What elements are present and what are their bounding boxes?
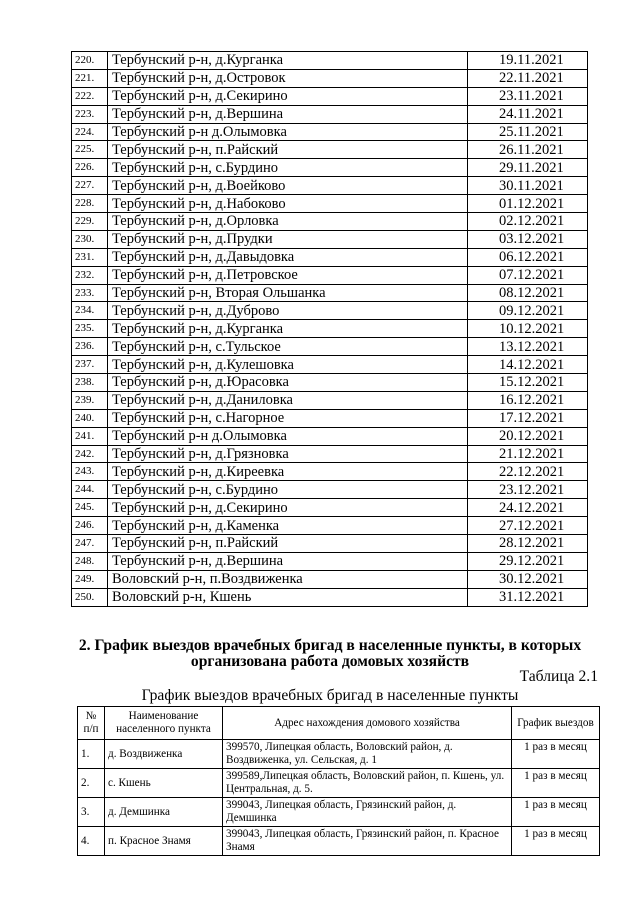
visit-date-cell: 17.12.2021	[468, 409, 588, 427]
table-row	[72, 266, 588, 284]
visit-date-cell: 13.12.2021	[468, 338, 588, 356]
row-number: 239.	[72, 391, 108, 409]
settlement-cell: Тербунский р-н, д.Курганка	[108, 52, 468, 70]
section-heading-line-2: организована работа домовых хозяйств	[190, 653, 470, 670]
table-row	[72, 230, 588, 248]
visit-date-cell: 27.12.2021	[468, 517, 588, 535]
visit-date-cell: 24.12.2021	[468, 499, 588, 517]
visit-date-cell: 26.11.2021	[468, 141, 588, 159]
settlement-name-cell: д. Воздвиженка	[105, 740, 223, 769]
visit-date-cell: 16.12.2021	[468, 391, 588, 409]
visit-date-cell: 28.12.2021	[468, 535, 588, 553]
row-number: 245.	[72, 499, 108, 517]
settlement-cell: Тербунский р-н, д.Набоково	[108, 195, 468, 213]
address-cell: 399043, Липецкая область, Грязинский район, п. Красное Знамя	[223, 827, 512, 856]
visit-date-cell: 23.12.2021	[468, 481, 588, 499]
table-row	[72, 535, 588, 553]
table-row	[78, 740, 600, 769]
table-row	[72, 463, 588, 481]
table-row	[72, 338, 588, 356]
row-number: 233.	[72, 284, 108, 302]
table-row	[72, 499, 588, 517]
table-row	[72, 177, 588, 195]
settlement-name-cell: д. Демшинка	[105, 798, 223, 827]
settlement-cell: Тербунский р-н, д.Вершина	[108, 105, 468, 123]
table-row	[78, 769, 600, 798]
settlement-cell: Тербунский р-н, п.Райский	[108, 535, 468, 553]
visit-schedule-table	[71, 51, 588, 607]
table-row	[72, 445, 588, 463]
row-number: 238.	[72, 374, 108, 392]
address-cell: 399589,Липецкая область, Воловский район, п. Кшень, ул. Центральная, д. 5.	[223, 769, 512, 798]
visit-date-cell: 20.12.2021	[468, 427, 588, 445]
row-number: 225.	[72, 141, 108, 159]
visit-date-cell: 24.11.2021	[468, 105, 588, 123]
row-number: 236.	[72, 338, 108, 356]
settlement-cell: Тербунский р-н, д.Грязновка	[108, 445, 468, 463]
settlement-cell: Тербунский р-н, с.Тульское	[108, 338, 468, 356]
settlement-cell: Тербунский р-н, д.Петровское	[108, 266, 468, 284]
row-number: 248.	[72, 552, 108, 570]
row-number: 1.	[78, 740, 105, 769]
table-row	[72, 588, 588, 606]
row-number: 226.	[72, 159, 108, 177]
address-cell: 399043, Липецкая область, Грязинский район, д. Демшинка	[223, 798, 512, 827]
visit-frequency-cell: 1 раз в месяц	[512, 827, 600, 856]
visit-date-cell: 08.12.2021	[468, 284, 588, 302]
settlement-cell: Тербунский р-н, д.Курганка	[108, 320, 468, 338]
table-row	[72, 570, 588, 588]
visit-date-cell: 02.12.2021	[468, 213, 588, 231]
row-number: 221.	[72, 69, 108, 87]
header-settlement-name: Наименование населенного пункта	[105, 707, 223, 740]
settlement-cell: Тербунский р-н, с.Нагорное	[108, 409, 468, 427]
table-row	[72, 409, 588, 427]
settlement-cell: Тербунский р-н, д.Киреевка	[108, 463, 468, 481]
visit-schedule-body	[72, 52, 588, 607]
row-number: 241.	[72, 427, 108, 445]
row-number: 232.	[72, 266, 108, 284]
visit-date-cell: 29.11.2021	[468, 159, 588, 177]
table-row	[78, 827, 600, 856]
row-number: 244.	[72, 481, 108, 499]
table-row	[72, 52, 588, 70]
settlement-name-cell: с. Кшень	[105, 769, 223, 798]
settlement-cell: Тербунский р-н, д.Даниловка	[108, 391, 468, 409]
settlement-cell: Тербунский р-н, с.Бурдино	[108, 159, 468, 177]
visit-date-cell: 31.12.2021	[468, 588, 588, 606]
table-row	[72, 517, 588, 535]
row-number: 231.	[72, 248, 108, 266]
table-row	[72, 69, 588, 87]
settlement-cell: Тербунский р-н, д.Юрасовка	[108, 374, 468, 392]
visit-date-cell: 22.12.2021	[468, 463, 588, 481]
settlement-cell: Тербунский р-н, д.Воейково	[108, 177, 468, 195]
table-caption: График выездов врачебных бригад в населенные пункты	[141, 687, 519, 704]
brigades-table-header	[78, 707, 600, 740]
settlement-cell: Тербунский р-н, д.Дуброво	[108, 302, 468, 320]
row-number: 240.	[72, 409, 108, 427]
settlement-cell: Тербунский р-н, д.Островок	[108, 69, 468, 87]
row-number: 223.	[72, 105, 108, 123]
table-row	[72, 374, 588, 392]
settlement-cell: Тербунский р-н, д.Каменка	[108, 517, 468, 535]
settlement-cell: Тербунский р-н, д.Вершина	[108, 552, 468, 570]
visit-date-cell: 19.11.2021	[468, 52, 588, 70]
settlement-cell: Тербунский р-н, с.Бурдино	[108, 481, 468, 499]
table-row	[72, 356, 588, 374]
brigades-table	[77, 706, 600, 856]
settlement-cell: Тербунский р-н, д.Давыдовка	[108, 248, 468, 266]
table-row	[72, 481, 588, 499]
table-row	[72, 284, 588, 302]
table-row	[72, 195, 588, 213]
visit-date-cell: 29.12.2021	[468, 552, 588, 570]
row-number: 243.	[72, 463, 108, 481]
row-number: 229.	[72, 213, 108, 231]
row-number: 2.	[78, 769, 105, 798]
settlement-cell: Воловский р-н, п.Воздвиженка	[108, 570, 468, 588]
header-num: № п/п	[78, 707, 105, 740]
row-number: 4.	[78, 827, 105, 856]
settlement-cell: Воловский р-н, Кшень	[108, 588, 468, 606]
row-number: 230.	[72, 230, 108, 248]
visit-date-cell: 14.12.2021	[468, 356, 588, 374]
visit-date-cell: 03.12.2021	[468, 230, 588, 248]
settlement-cell: Тербунский р-н д.Олымовка	[108, 427, 468, 445]
visit-date-cell: 15.12.2021	[468, 374, 588, 392]
section-heading-line-1: 2. График выездов врачебных бригад в населенные пункты, в которых	[78, 637, 582, 654]
table-row	[72, 213, 588, 231]
header-address: Адрес нахождения домового хозяйства	[223, 707, 512, 740]
settlement-name-cell: п. Красное Знамя	[105, 827, 223, 856]
visit-frequency-cell: 1 раз в месяц	[512, 740, 600, 769]
row-number: 220.	[72, 52, 108, 70]
header-visit-frequency: График выездов	[512, 707, 600, 740]
settlement-cell: Тербунский р-н, д.Секирино	[108, 499, 468, 517]
visit-date-cell: 25.11.2021	[468, 123, 588, 141]
row-number: 222.	[72, 87, 108, 105]
table-row	[72, 248, 588, 266]
table-label: Таблица 2.1	[519, 668, 598, 685]
settlement-cell: Тербунский р-н, п.Райский	[108, 141, 468, 159]
visit-date-cell: 09.12.2021	[468, 302, 588, 320]
visit-date-cell: 30.12.2021	[468, 570, 588, 588]
table-row	[72, 123, 588, 141]
row-number: 246.	[72, 517, 108, 535]
row-number: 235.	[72, 320, 108, 338]
table-row	[72, 105, 588, 123]
row-number: 250.	[72, 588, 108, 606]
brigades-table-body	[78, 740, 600, 856]
table-row	[72, 141, 588, 159]
table-row	[72, 87, 588, 105]
row-number: 242.	[72, 445, 108, 463]
table-row	[78, 798, 600, 827]
table-row	[72, 552, 588, 570]
settlement-cell: Тербунский р-н, д.Секирино	[108, 87, 468, 105]
table-row	[72, 391, 588, 409]
visit-date-cell: 07.12.2021	[468, 266, 588, 284]
settlement-cell: Тербунский р-н, д.Прудки	[108, 230, 468, 248]
row-number: 228.	[72, 195, 108, 213]
row-number: 247.	[72, 535, 108, 553]
row-number: 234.	[72, 302, 108, 320]
visit-frequency-cell: 1 раз в месяц	[512, 798, 600, 827]
visit-date-cell: 21.12.2021	[468, 445, 588, 463]
table-row	[72, 302, 588, 320]
settlement-cell: Тербунский р-н, Вторая Ольшанка	[108, 284, 468, 302]
row-number: 3.	[78, 798, 105, 827]
visit-date-cell: 06.12.2021	[468, 248, 588, 266]
visit-date-cell: 01.12.2021	[468, 195, 588, 213]
visit-date-cell: 23.11.2021	[468, 87, 588, 105]
settlement-cell: Тербунский р-н д.Олымовка	[108, 123, 468, 141]
row-number: 237.	[72, 356, 108, 374]
row-number: 249.	[72, 570, 108, 588]
visit-frequency-cell: 1 раз в месяц	[512, 769, 600, 798]
visit-date-cell: 22.11.2021	[468, 69, 588, 87]
row-number: 224.	[72, 123, 108, 141]
row-number: 227.	[72, 177, 108, 195]
visit-date-cell: 10.12.2021	[468, 320, 588, 338]
settlement-cell: Тербунский р-н, д.Кулешовка	[108, 356, 468, 374]
address-cell: 399570, Липецкая область, Воловский район, д. Воздвиженка, ул. Сельская, д. 1	[223, 740, 512, 769]
table-row	[72, 320, 588, 338]
visit-date-cell: 30.11.2021	[468, 177, 588, 195]
table-row	[72, 427, 588, 445]
table-row	[72, 159, 588, 177]
settlement-cell: Тербунский р-н, д.Орловка	[108, 213, 468, 231]
